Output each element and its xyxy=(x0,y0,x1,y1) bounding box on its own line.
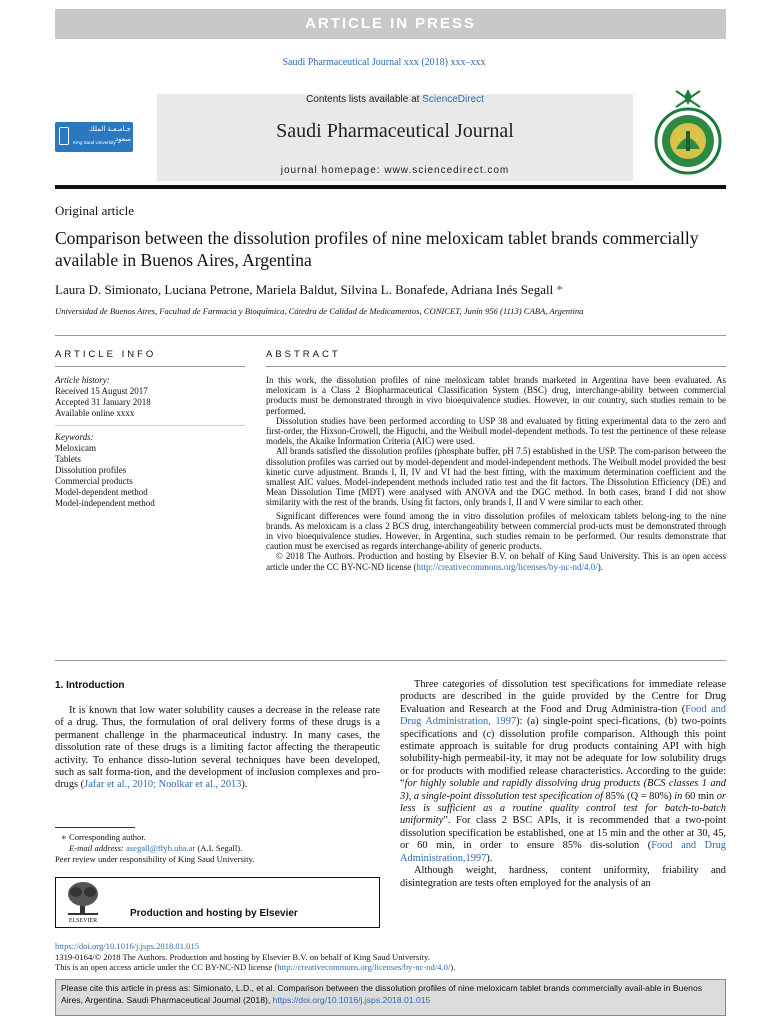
footnotes xyxy=(55,832,380,865)
abstract-rule xyxy=(266,366,726,367)
quote-text: in xyxy=(674,790,683,802)
homepage-prefix: journal homepage: xyxy=(280,165,385,176)
license-text: This is an open access article under the CC BY-NC-ND license ( xyxy=(55,962,278,973)
ksu-arabic-name: جـامـعـة الملك سعود xyxy=(88,125,131,143)
abstract-heading: ABSTRACT xyxy=(266,349,341,360)
intro-text: ”. For class 2 BSC APIs, it is recommended that a two-point dissolution specification be established, one at 15 min and the other at 30, 45, or 60 min, in order to ensure 85% dis-solution ( xyxy=(400,815,726,852)
copyright-end: ). xyxy=(597,561,604,572)
history-online: Available online xxxx xyxy=(55,408,135,418)
article-title: Comparison between the dissolution profiles of nine meloxicam tablet brands commercially available in Buenos Aires, Argentina xyxy=(55,228,699,270)
keyword: Model-dependent method xyxy=(55,487,148,497)
cite-doi-link[interactable]: https://doi.org/10.1016/j.jsps.2018.01.015 xyxy=(272,994,431,1005)
elsevier-production-text: Production and hosting by Elsevier xyxy=(130,908,298,919)
homepage-link[interactable]: www.sciencedirect.com xyxy=(384,165,510,176)
article-type: Original article xyxy=(55,203,135,218)
abstract-paragraph: Dissolution studies have been performed according to USP 38 and evaluated by fitting experimental data to the zero and first-order, the Hixson-Crowell, the Higuchi, and the Weibull model-dependent methods. To test the pertinence of these release models, the Akaike Information Criteria (AIC) were used. xyxy=(266,415,726,447)
intro-text: Three categories of dissolution test specifications for immediate release products are described in the guide provided by the Centre for Drug Evaluation and Research at the Food and Drug Administra-tion ( xyxy=(400,679,726,715)
quote-text: or less is sufficient as a routine quality control test for batch-to-batch uniformity xyxy=(400,790,726,827)
elsevier-wordmark: ELSEVIER xyxy=(68,918,98,924)
keywords xyxy=(55,432,245,509)
intro-left-column xyxy=(55,705,380,792)
reference-link[interactable]: Food and Drug Administration,1997 xyxy=(400,840,726,864)
title-divider xyxy=(55,335,726,336)
quote-value: 85% (Q = 80%) xyxy=(602,790,675,802)
quote-text: for highly soluble and rapidly dissolving drug products (BCS classes 1 and 3), a single-point dissolution test specification of xyxy=(400,778,726,802)
intro-text: ): (a) single-point speci-fications, (b) two-points specifications and (c) dissolution profile comparison. Although this point estimate approach is suitable for drug products containing API with high solubility-high permeabil-ity, it may not be adequate for low solubility drugs or for products with modified release characteristics. According to the guide: “ xyxy=(400,716,726,790)
footnote-rule xyxy=(55,827,135,828)
banner-word: IN xyxy=(390,15,410,32)
article-info-rule xyxy=(55,366,245,367)
banner-word: PRESS xyxy=(415,15,476,32)
history-label: Article history: xyxy=(55,375,110,385)
article-info-heading: ARTICLE INFO xyxy=(55,349,157,360)
keywords-label: Keywords: xyxy=(55,432,94,442)
abstract-copyright xyxy=(266,551,726,571)
doi-link[interactable]: https://doi.org/10.1016/j.jsps.2018.01.015 xyxy=(55,941,200,951)
quote-value: 60 min xyxy=(682,790,717,802)
reference-link[interactable]: Food and Drug Administration, 1997 xyxy=(400,703,726,728)
corresponding-text: Corresponding author. xyxy=(69,832,146,842)
ksu-english-name: King Saud University xyxy=(73,140,116,145)
journal-homepage xyxy=(157,165,633,176)
keyword: Commercial products xyxy=(55,476,133,486)
corresponding-author-mark[interactable]: * xyxy=(556,282,563,297)
keywords-rule xyxy=(55,425,245,426)
email-name: (A.I. Segall). xyxy=(195,843,243,853)
issn-line: 1319-0164/© 2018 The Authors. Production and hosting by Elsevier B.V. on behalf of King Saud University. xyxy=(55,951,430,962)
article-history xyxy=(55,375,245,419)
doi-block xyxy=(55,941,726,973)
history-accepted: Accepted 31 January 2018 xyxy=(55,397,151,407)
contents-prefix: Contents lists available at xyxy=(306,94,423,105)
abstract-bottom-rule xyxy=(55,660,726,661)
abstract-paragraph: Significant differences were found among the in vitro dissolution profiles of meloxicam tablets belong-ing to the nine brands. As meloxicam is a class 2 BCS drug, interchangeability between commercial prod-ucts must be demonstrated through in vivo bioequivalence studies. However, in Argentina, such studies remain to be performed. Our results demonstrate that caution must be exercised as regards interchange-ability of generic products. xyxy=(266,510,726,552)
intro-right-column xyxy=(400,679,726,890)
article-in-press-banner xyxy=(55,9,726,39)
corresponding-note: ∗ Corresponding author. xyxy=(61,832,146,842)
intro-paragraph xyxy=(400,679,726,865)
cite-text: Please cite this article in press as: Simionato, L.D., et al. Comparison between the dissolution profiles of nine meloxicam tablet brands commercially avail-able in Buenos Aires, Argentina. Saudi Pharmaceutical Journal (2018), xyxy=(61,983,703,1005)
header-rule xyxy=(55,185,726,189)
elsevier-tree-logo xyxy=(64,880,102,924)
intro-paragraph: Although weight, hardness, content uniformity, friability and disintegration are tests often employed for the analysis of an xyxy=(400,865,726,889)
contents-line xyxy=(157,94,633,105)
intro-text: It is known that low water solubility causes a decrease in the release rate of a drug. Thus, the formulation of oral delivery forms of these drugs is a permanent challenge in the pharmaceutical industry. In many cases, the dissolution rate of these drugs is a limiting factor affecting the therapeutic activity. To enhance disso-lution several techniques have been developed, such as salt forma-tion, and the development of inclusion complexes and pro-drugs ( xyxy=(55,705,380,791)
reference-link[interactable]: Jafar et al., 2010; Noolkar et al., 2013 xyxy=(84,779,242,791)
keyword: Model-independent method xyxy=(55,498,155,508)
keyword: Meloxicam xyxy=(55,443,96,453)
king-saud-university-logo xyxy=(55,122,133,152)
please-cite-box xyxy=(55,979,726,1016)
abstract-paragraph: In this work, the dissolution profiles of nine meloxicam tablet brands marketed in Argentina have been evaluated. As meloxicam is a Class 2 Biopharmaceutical Classification System (BSC) drug, interchange-ability between commercial products must be demonstrated through in vivo bioequivalence studies. However, in our country, such studies remain to be performed. xyxy=(266,375,726,416)
banner-word: ARTICLE xyxy=(305,15,385,32)
journal-title: Saudi Pharmaceutical Journal xyxy=(276,120,514,142)
license-line xyxy=(55,962,726,973)
ksu-emblem-icon xyxy=(59,127,69,145)
elsevier-box xyxy=(55,877,380,928)
abstract-body xyxy=(266,375,726,572)
keyword: Tablets xyxy=(55,454,81,464)
abstract-paragraph: All brands satisfied the dissolution profiles (phosphate buffer, pH 7.5) established in the USP. The com-parison between the dissolution profiles was carried out by model-dependent and model-independent methods. The Weibull model provided the best kinetic curve adjustment. Brands I, II, IV and VI had the best fitting, with the maximum determination coefficient and the smallest AIC values. Model-independent methods included ratio test and the fit factors. The Dissolution Efficiency (DE) and Mean Dissolution Time (MDT) were analysed with ANOVA and the DGC method. In both cases, brand I did not show similarity with the rest of the brands. Using fit factors, only brands I, II and V were similar to each other. xyxy=(266,446,726,508)
email-note xyxy=(55,843,380,854)
author-list xyxy=(55,282,726,298)
license-end: ). xyxy=(450,962,456,973)
email-link[interactable]: asegall@ffyb.uba.ar xyxy=(125,843,196,853)
keyword: Dissolution profiles xyxy=(55,465,127,475)
authors-text: Laura D. Simionato, Luciana Petrone, Mariela Baldut, Silvina L. Bonafede, Adriana Inés Segall xyxy=(55,282,554,297)
copyright-text: © 2018 The Authors. Production and hosting by Elsevier B.V. on behalf of King Saud University. This is an open access article under the CC BY-NC-ND license ( xyxy=(266,551,726,572)
intro-text: ). xyxy=(486,852,493,864)
license-link[interactable]: http://creativecommons.org/licenses/by-nc-nd/4.0/ xyxy=(277,962,451,973)
email-label: E-mail address: xyxy=(69,843,126,853)
intro-paragraph xyxy=(55,705,380,792)
journal-citation-link[interactable]: Saudi Pharmaceutical Journal xxx (2018) xxx–xxx xyxy=(282,57,486,68)
license-link[interactable]: http://creativecommons.org/licenses/by-nc-nd/4.0/ xyxy=(416,561,598,572)
history-received: Received 15 August 2017 xyxy=(55,386,148,396)
sciencedirect-link[interactable]: ScienceDirect xyxy=(422,94,484,105)
introduction-heading: 1. Introduction xyxy=(55,680,125,691)
intro-text-end: ). xyxy=(241,779,248,791)
peer-review-note: Peer review under responsibility of King Saud University. xyxy=(55,854,255,864)
saudi-emblem-seal xyxy=(652,87,724,177)
affiliation: Universidad de Buenos Aires, Facultad de Farmacia y Bioquímica, Cátedra de Calidad de Medicamentos, CONICET, Junín 956 (1113) CABA, Argentina xyxy=(55,306,584,316)
